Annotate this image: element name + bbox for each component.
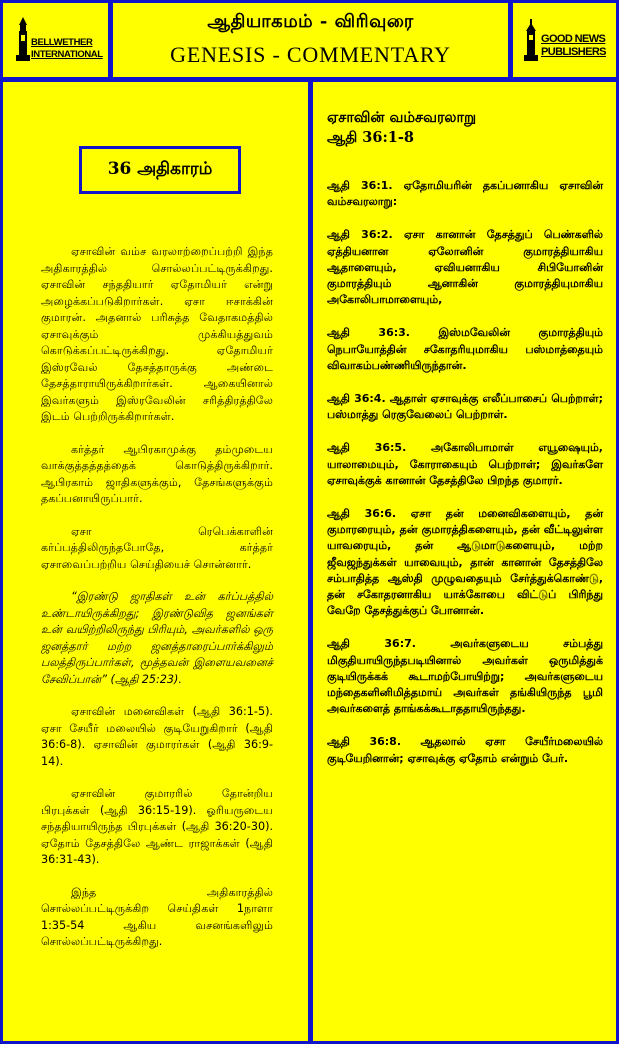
section-title-reference: ஆதி 36:1-8 <box>327 129 414 146</box>
left-body-text <box>41 244 273 967</box>
bellwether-logo-line1: BELLWETHER <box>31 37 93 48</box>
left-paragraph-3: ஏசா ரெபெக்காளின் கர்ப்பத்திலிருந்தபோதே, கர்த்தர் ஏசாவைப்பற்றிய செய்தியைச் சொன்னார். <box>41 524 273 571</box>
verse-36-8: ஆதி 36:8. ஆதலால் ஏசா சேயீர்மலையில் குடியேறினான்; ஏசாவுக்கு ஏதோம் என்றும் பேர். <box>327 735 603 765</box>
verse-36-5: ஆதி 36:5. அகோலிபாமாள் எயூஷையும், யாலாமையும், கோராகையும் பெற்றாள்; இவர்களே ஏசாவுக்குக் கானான் தேசத்திலே பிறந்த குமாரர். <box>327 441 603 487</box>
verse-36-7: ஆதி 36:7. அவர்களுடைய சம்பத்து மிகுதியாயிருந்தபடியினால் அவர்கள் ஒருமித்துக் குடியிருக்கக் கூடாமற்போயிற்று; அவர்களுடைய மந்தைகளினிமித்தமாய் அவர்கள் தங்கியிருந்த பூமி அவர்களைத் தாங்கக்கூடாததாயிருந்தது. <box>327 637 603 716</box>
good-news-logo-line1: GOOD NEWS <box>541 33 606 45</box>
left-paragraph-7: இந்த அதிகாரத்தில் சொல்லப்பட்டிருக்கிற செய்திகள் 1நாளா 1:35-54 ஆகிய வசனங்களிலும் சொல்லப்பட்டிருக்கிறது. <box>41 885 273 948</box>
verse-36-2: ஆதி 36:2. ஏசா கானான் தேசத்துப் பெண்களில் ஏத்தியனான ஏலோனின் குமாரத்தியாகிய ஆதாளையும், ஏவியனாகிய சிபியோனின் குமாரத்தியும் ஆனாகின் குமாரத்தியுமாகிய அகோலிபாமாளையும், <box>327 228 603 307</box>
bellwether-logo-line2: INTERNATIONAL <box>31 49 103 60</box>
left-paragraph-1: ஏசாவின் வம்ச வரலாற்றைப்பற்றி இந்த அதிகாரத்தில் சொல்லப்பட்டிருக்கிறது. ஏசாவின் சந்ததியார் ஏதோமியர் என்று அழைக்கப்படுகிறார்கள். ஏசா ஈசாக்கின் குமாரன். அதனால் பரிசுத்த வேதாகமத்தில் ஏசாவுக்கும் முக்கியத்துவம் கொடுக்கப்பட்டிருக்கிறது. ஏதோமியர் இஸ்ரவேல் தேசத்தாருக்கு அண்டை தேசத்தாராயிருக்கிறார்கள். ஆகையினால் இவர்களும் இஸ்ரவேலின் சரித்திரத்திலே இடம் பெற்றிருக்கிறார்கள். <box>41 245 273 423</box>
header-left-panel <box>3 3 108 77</box>
left-paragraph-6: ஏசாவின் குமாரரில் தோன்றிய பிரபுக்கள் (ஆதி 36:15-19). ஓரியருடைய சந்ததியாயிருந்த பிரபுக்கள் (ஆதி 36:20-30). ஏதோம் தேசத்திலே ஆண்ட ராஜாக்கள் (ஆதி 36:31-43). <box>41 787 273 866</box>
left-paragraph-2: கர்த்தர் ஆபிரகாமுக்கு தம்முடைய வாக்குத்தத்தத்தைக் கொடுத்திருக்கிறார். ஆபிரகாம் ஜாதிகளுக்கும், தேசங்களுக்கும் தகப்பனாயிருப்பார். <box>41 442 273 505</box>
verse-36-6: ஆதி 36:6. ஏசா தன் மனைவிகளையும், தன் குமாரரையும், தன் குமாரத்திகளையும், தன் வீட்டிலுள்ள யாவரையும், தன் ஆடுமாடுகளையும், மற்ற ஜீவஜந்துக்கள் யாவையும், தான் கானான் தேசத்திலே சம்பாதித்த ஆஸ்தி முழுவதையும் சேர்த்துக்கொண்டு, தன் சகோதரனாகிய யாக்கோபை விட்டுப் பிரிந்து வேறே தேசத்துக்குப் போனான். <box>327 507 603 618</box>
verse-list <box>327 178 603 784</box>
bellwether-logo <box>11 13 101 69</box>
left-paragraph-5: ஏசாவின் மனைவிகள் (ஆதி 36:1-5). ஏசா சேயீர் மலையில் குடியேறுகிறார் (ஆதி 36:6-8). ஏசாவின் குமாரர்கள் (ஆதி 36:9-14). <box>41 705 273 768</box>
tamil-title: ஆதியாகமம் - விரிவுரை <box>207 11 414 32</box>
header-right-panel <box>513 3 616 77</box>
left-paragraph-4: “இரண்டு ஜாதிகள் உன் கர்ப்பத்தில் உண்டாயிருக்கிறது; இரண்டுவித ஜனங்கள் உன் வயிற்றிலிருந்து பிரியும், அவர்களில் ஒரு ஜனத்தார் மற்ற ஜனத்தாரைப்பார்க்கிலும் பலத்திருப்பார்கள், மூத்தவன் இளையவனைச் சேவிப்பான்” (ஆதி 25:23). <box>41 590 273 686</box>
tower-icon <box>15 17 31 63</box>
verse-36-3: ஆதி 36:3. இஸ்மவேலின் குமாரத்தியும் நெபாயோத்தின் சகோதரியுமாகிய பஸ்மாத்தையும் விவாகம்பண்ணியிருந்தான். <box>327 326 603 372</box>
verse-36-4: ஆதி 36:4. ஆதாள் ஏசாவுக்கு எலீப்பாசைப் பெற்றாள்; பஸ்மாத்து ரெகுவேலைப் பெற்றாள். <box>327 392 603 422</box>
good-news-logo-line2: PUBLISHERS <box>541 46 606 58</box>
header-title-panel <box>113 3 508 77</box>
right-column <box>313 82 616 1041</box>
verse-36-1: ஆதி 36:1. ஏதோமியரின் தகப்பனாகிய ஏசாவின் வம்சவரலாறு: <box>327 179 603 209</box>
section-title <box>327 108 607 148</box>
left-column <box>3 82 308 1041</box>
chapter-heading: 36 அதிகாரம் <box>79 146 241 194</box>
good-news-logo <box>521 13 611 69</box>
tower-icon <box>523 19 539 63</box>
section-title-line1: ஏசாவின் வம்சவரலாறு <box>327 109 477 126</box>
english-title: GENESIS - COMMENTARY <box>170 42 451 67</box>
